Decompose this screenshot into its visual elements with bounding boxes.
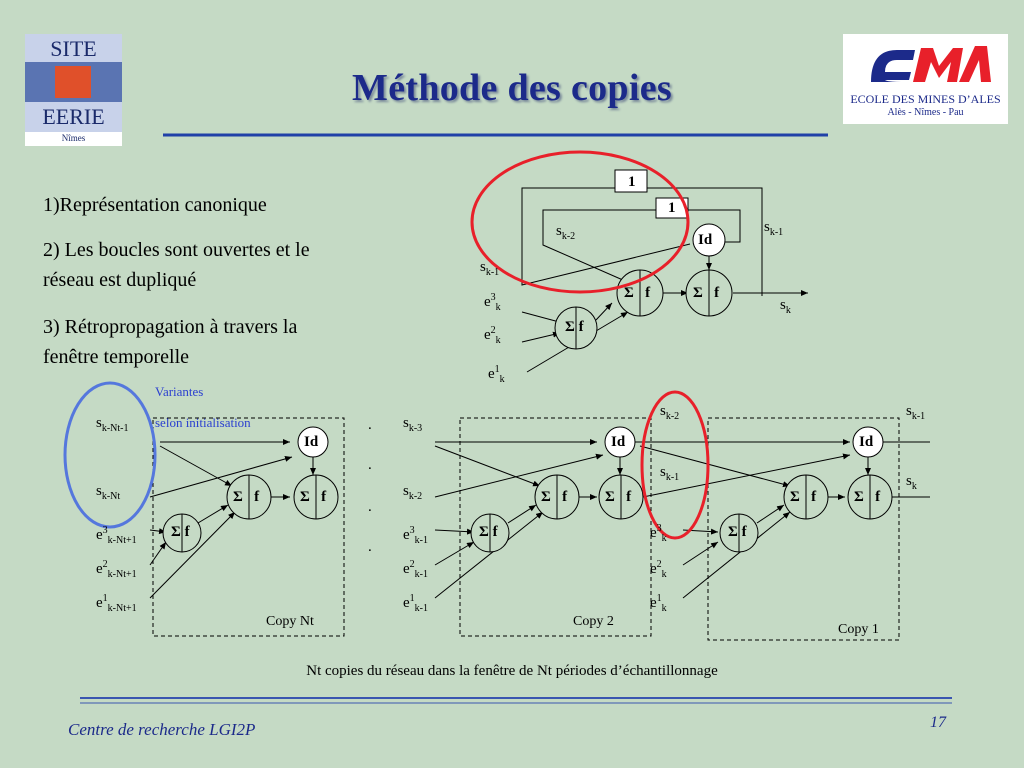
bullet-3-line-1: 3) Rétropropagation à travers la — [43, 316, 298, 338]
copy-nt-id-label: Id — [304, 434, 319, 450]
copy-2-name: Copy 2 — [573, 614, 614, 629]
copy-2-id-label: Id — [611, 434, 626, 450]
copy-2-hidden-sigma: Σ f — [479, 524, 498, 540]
note-variantes: Variantes — [155, 384, 204, 399]
copy-2-e3-label: $e^3_{k-1}$ — [403, 525, 429, 546]
copy-1-s-top-label: $s_{k-1}$ — [906, 403, 926, 422]
bullet-2-line-1: 2) Les boucles sont ouvertes et le — [43, 239, 310, 261]
canonical-state-sigma: Σ f — [624, 285, 651, 301]
page-title: Méthode des copies — [352, 67, 672, 109]
link-s-k2-label: $s_{k-2}$ — [660, 403, 680, 422]
ellipsis-dot-2: . — [368, 457, 372, 473]
link-e1-label: $e^1_k$ — [650, 593, 667, 614]
copy-2-e2-label: $e^2_{k-1}$ — [403, 559, 429, 580]
copy-nt-name: Copy Nt — [266, 614, 314, 629]
copy-nt-e1-label: $e^1_{k-Nt+1}$ — [96, 593, 137, 614]
logo-site-text: SITE — [50, 36, 97, 61]
copy-1-state-sigma: Σ f — [790, 489, 817, 505]
canonical-id-label: Id — [698, 232, 713, 248]
logo-school-cities: Alès - Nîmes - Pau — [887, 107, 964, 118]
canonical-output-sigma: Σ f — [693, 285, 720, 301]
copy-2-state-sigma: Σ f — [541, 489, 568, 505]
canonical-e3-label: $e^3_k$ — [484, 292, 501, 313]
bullet-1: 1)Représentation canonique — [43, 194, 267, 216]
copy-1-hidden-sigma: Σ f — [728, 524, 747, 540]
copy-nt-state-sigma: Σ f — [233, 489, 260, 505]
canonical-s-k1-in-label: $s_{k-1}$ — [480, 259, 500, 278]
link-e3-label: $e^3_k$ — [650, 523, 667, 544]
link-e2-label: $e^2_k$ — [650, 559, 667, 580]
copy-1-s-bottom-label: $s_k$ — [906, 473, 917, 492]
copy-2-e1-label: $e^1_{k-1}$ — [403, 593, 429, 614]
bullet-2-line-2: réseau est dupliqué — [43, 269, 197, 291]
canonical-s-k-label: $s_k$ — [780, 297, 791, 316]
copy-nt-hidden-sigma: Σ f — [171, 524, 190, 540]
copy-nt-s-top-label: $s_{k-Nt-1}$ — [96, 415, 129, 434]
diagram-caption: Nt copies du réseau dans la fenêtre de Nt périodes d’échantillonnage — [306, 663, 718, 679]
copy-1-name: Copy 1 — [838, 622, 879, 637]
ellipsis-dot-1: . — [368, 417, 372, 433]
logo-city-text: Nîmes — [61, 133, 86, 143]
copy-nt-e3-label: $e^3_{k-Nt+1}$ — [96, 525, 137, 546]
copy-nt-e2-label: $e^2_{k-Nt+1}$ — [96, 559, 137, 580]
delay-label-outer: 1 — [628, 174, 636, 190]
copy-2-output-sigma: Σ f — [605, 489, 632, 505]
copy-nt-s-bottom-label: $s_{k-Nt}$ — [96, 483, 121, 502]
page-number: 17 — [930, 714, 946, 731]
copy-1-id-label: Id — [859, 434, 874, 450]
canonical-hidden-sigma: Σ f — [565, 319, 584, 335]
copy-1-output-sigma: Σ f — [854, 489, 881, 505]
canonical-s-k2-label: $s_{k-2}$ — [556, 223, 576, 242]
copy-2-s-bottom-label: $s_{k-2}$ — [403, 483, 423, 502]
ellipsis-dot-3: . — [368, 499, 372, 515]
copy-nt-output-sigma: Σ f — [300, 489, 327, 505]
logo-school-name: ECOLE DES MINES D’ALES — [850, 92, 1001, 106]
link-s-k1-label: $s_{k-1}$ — [660, 464, 680, 483]
canonical-e2-label: $e^2_k$ — [484, 325, 501, 346]
highlight-blue-init — [65, 383, 155, 527]
ellipsis-dot-4: . — [368, 539, 372, 555]
note-initialisation: selon initialisation — [155, 415, 251, 430]
logo-eerie-text: EERIE — [42, 104, 105, 129]
footer-lab-name: Centre de recherche LGI2P — [68, 720, 256, 739]
delay-label-inner: 1 — [668, 200, 676, 216]
bullet-3-line-2: fenêtre temporelle — [43, 346, 190, 368]
canonical-e1-label: $e^1_k$ — [488, 364, 505, 385]
copy-2-s-top-label: $s_{k-3}$ — [403, 415, 423, 434]
canonical-s-k1-out-label: $s_{k-1}$ — [764, 219, 784, 238]
